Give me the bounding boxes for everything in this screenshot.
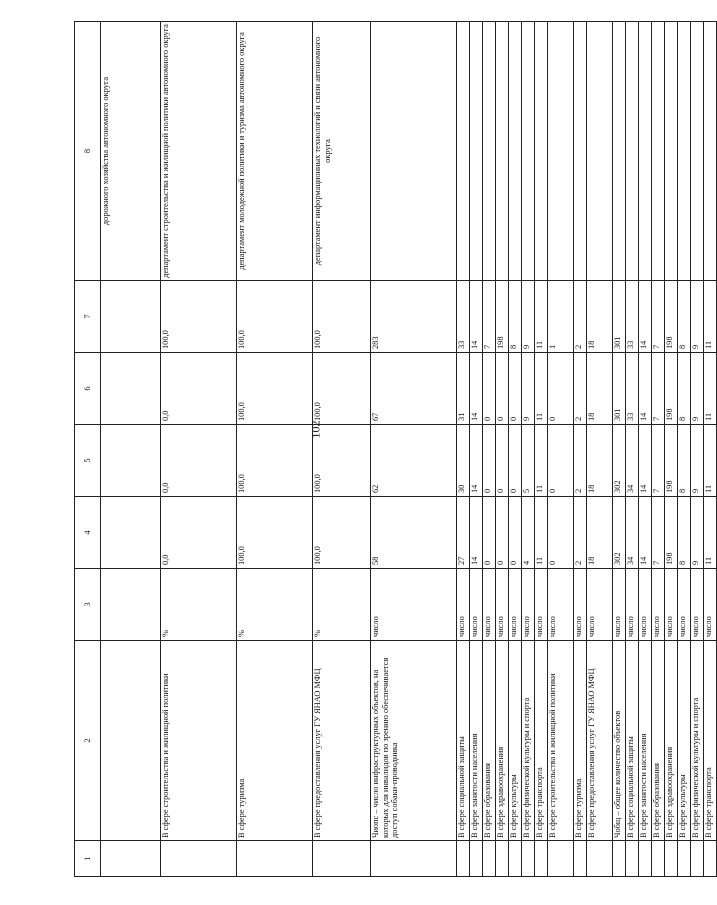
- table-cell-c2: [101, 641, 161, 841]
- table-cell-c8: департамент молодежной политики и туризма автономного округа: [237, 22, 313, 281]
- rotated-table-container: [74, 22, 713, 877]
- header-cell: 6: [75, 353, 101, 425]
- table-row: [652, 22, 665, 877]
- table-row: [613, 22, 626, 877]
- table-cell-c2: В сфере занятости населения: [470, 641, 483, 841]
- table-cell-c6: 9: [691, 353, 704, 425]
- table-cell-c3: число: [678, 569, 691, 641]
- table-cell-c5: 14: [639, 425, 652, 497]
- table-cell-c2: Чиопс – число инфраструктурных объектов, на которых для инвалидов по зрению обеспечивается доступ собаки-проводника: [371, 641, 457, 841]
- table-cell-c4: 0: [483, 497, 496, 569]
- page-number: 102: [308, 420, 323, 439]
- table-row: [161, 22, 237, 877]
- table-body: [75, 22, 717, 877]
- header-cell: 8: [75, 22, 101, 281]
- table-cell-c5: 0: [548, 425, 574, 497]
- table-row: [548, 22, 574, 877]
- table-cell-c6: 18: [587, 353, 613, 425]
- table-cell-c1: [237, 841, 313, 877]
- table-row: [470, 22, 483, 877]
- table-cell-c1: [483, 841, 496, 877]
- table-cell-c6: 11: [704, 353, 717, 425]
- table-cell-c8: департамент информационных технологий и связи автономного округа: [313, 22, 371, 281]
- table-cell-c6: [101, 353, 161, 425]
- table-cell-c6: 67: [371, 353, 457, 425]
- table-cell-c8: [678, 22, 691, 281]
- table-cell-c4: 0,0: [161, 497, 237, 569]
- table-cell-c3: число: [587, 569, 613, 641]
- table-cell-c2: В сфере строительства и жилищной политики: [548, 641, 574, 841]
- table-cell-c4: 0: [548, 497, 574, 569]
- table-row: [587, 22, 613, 877]
- table-cell-c8: [691, 22, 704, 281]
- table-cell-c5: 34: [626, 425, 639, 497]
- table-cell-c5: 7: [652, 425, 665, 497]
- table-cell-c7: 14: [470, 281, 483, 353]
- table-row: [574, 22, 587, 877]
- table-cell-c8: [613, 22, 626, 281]
- table-cell-c1: [535, 841, 548, 877]
- table-cell-c5: [101, 425, 161, 497]
- table-cell-c3: %: [161, 569, 237, 641]
- table-cell-c5: 2: [574, 425, 587, 497]
- table-cell-c2: В сфере туризма: [574, 641, 587, 841]
- table-cell-c1: [457, 841, 470, 877]
- table-cell-c1: [161, 841, 237, 877]
- table-cell-c3: число: [496, 569, 509, 641]
- table-cell-c7: 14: [639, 281, 652, 353]
- table-cell-c8: [371, 22, 457, 281]
- table-cell-c4: 34: [626, 497, 639, 569]
- table-cell-c2: В сфере туризма: [237, 641, 313, 841]
- table-cell-c2: В сфере здравоохранения: [665, 641, 678, 841]
- table-cell-c3: число: [457, 569, 470, 641]
- table-cell-c4: 0: [509, 497, 522, 569]
- table-row: [626, 22, 639, 877]
- table-cell-c5: 11: [535, 425, 548, 497]
- table-cell-c6: 0: [548, 353, 574, 425]
- table-cell-c6: 100,0: [237, 353, 313, 425]
- table-cell-c8: [522, 22, 535, 281]
- table-row: [665, 22, 678, 877]
- table-cell-c8: [639, 22, 652, 281]
- table-cell-c8: [704, 22, 717, 281]
- table-cell-c4: 14: [639, 497, 652, 569]
- table-cell-c1: [470, 841, 483, 877]
- table-cell-c5: 9: [691, 425, 704, 497]
- table-cell-c4: 302: [613, 497, 626, 569]
- table-header-row: [75, 22, 101, 877]
- table-cell-c1: [639, 841, 652, 877]
- table-cell-c3: число: [483, 569, 496, 641]
- table-row: [457, 22, 470, 877]
- table-row: [483, 22, 496, 877]
- table-cell-c5: 62: [371, 425, 457, 497]
- table-cell-c3: число: [613, 569, 626, 641]
- table-cell-c2: В сфере транспорта: [704, 641, 717, 841]
- table-cell-c8: [574, 22, 587, 281]
- table-cell-c7: 100,0: [161, 281, 237, 353]
- table-cell-c4: 100,0: [237, 497, 313, 569]
- table-cell-c7: 7: [652, 281, 665, 353]
- table-cell-c7: 9: [522, 281, 535, 353]
- table-cell-c2: В сфере предоставления услуг ГУ ЯНАО МФЦ: [587, 641, 613, 841]
- header-cell: 7: [75, 281, 101, 353]
- table-cell-c4: 9: [691, 497, 704, 569]
- table-cell-c1: [678, 841, 691, 877]
- table-cell-c3: число: [665, 569, 678, 641]
- table-cell-c6: 14: [639, 353, 652, 425]
- table-cell-c5: 0: [509, 425, 522, 497]
- table-row: [639, 22, 652, 877]
- table-cell-c3: число: [704, 569, 717, 641]
- table-cell-c2: В сфере культуры: [509, 641, 522, 841]
- table-cell-c7: 8: [678, 281, 691, 353]
- table-cell-c8: [626, 22, 639, 281]
- table-cell-c6: 301: [613, 353, 626, 425]
- table-cell-c7: 198: [665, 281, 678, 353]
- table-cell-c1: [371, 841, 457, 877]
- table-cell-c7: 1: [548, 281, 574, 353]
- table-cell-c2: В сфере образования: [483, 641, 496, 841]
- table-cell-c7: 100,0: [237, 281, 313, 353]
- table-row: [535, 22, 548, 877]
- table-cell-c1: [691, 841, 704, 877]
- table-cell-c1: [313, 841, 371, 877]
- header-cell: 5: [75, 425, 101, 497]
- table-cell-c1: [509, 841, 522, 877]
- header-cell: 2: [75, 641, 101, 841]
- table-row: [496, 22, 509, 877]
- table-row: [691, 22, 704, 877]
- table-row: [371, 22, 457, 877]
- table-cell-c7: 33: [626, 281, 639, 353]
- header-cell: 4: [75, 497, 101, 569]
- table-cell-c4: 2: [574, 497, 587, 569]
- table-cell-c6: 0: [496, 353, 509, 425]
- table-row: [678, 22, 691, 877]
- table-cell-c7: 2: [574, 281, 587, 353]
- table-cell-c3: %: [237, 569, 313, 641]
- table-cell-c1: [652, 841, 665, 877]
- table-cell-c7: 301: [613, 281, 626, 353]
- table-cell-c8: [483, 22, 496, 281]
- table-cell-c6: 100,0: [313, 353, 371, 425]
- table-cell-c1: [704, 841, 717, 877]
- table-cell-c8: [587, 22, 613, 281]
- table-row: [509, 22, 522, 877]
- table-cell-c7: 18: [587, 281, 613, 353]
- table-cell-c8: дорожного хозяйства автономного округа: [101, 22, 161, 281]
- table-cell-c7: 33: [457, 281, 470, 353]
- table-cell-c8: [509, 22, 522, 281]
- table-cell-c4: 18: [587, 497, 613, 569]
- table-cell-c8: [665, 22, 678, 281]
- table-cell-c8: [535, 22, 548, 281]
- table-cell-c3: число: [371, 569, 457, 641]
- table-cell-c4: 100,0: [313, 497, 371, 569]
- table-cell-c2: В сфере здравоохранения: [496, 641, 509, 841]
- table-cell-c1: [548, 841, 574, 877]
- table-cell-c2: В сфере социальной защиты: [626, 641, 639, 841]
- table-cell-c1: [574, 841, 587, 877]
- table-cell-c7: 8: [509, 281, 522, 353]
- table-cell-c5: 11: [704, 425, 717, 497]
- table-cell-c5: 8: [678, 425, 691, 497]
- table-cell-c6: 198: [665, 353, 678, 425]
- table-cell-c3: число: [626, 569, 639, 641]
- table-cell-c1: [496, 841, 509, 877]
- table-cell-c3: %: [313, 569, 371, 641]
- table-cell-c2: В сфере транспорта: [535, 641, 548, 841]
- table-cell-c2: В сфере занятости населения: [639, 641, 652, 841]
- table-cell-c3: число: [522, 569, 535, 641]
- table-row: [313, 22, 371, 877]
- table-cell-c6: 0: [509, 353, 522, 425]
- table-cell-c5: 5: [522, 425, 535, 497]
- table-cell-c7: [101, 281, 161, 353]
- table-cell-c1: [587, 841, 613, 877]
- table-cell-c6: 9: [522, 353, 535, 425]
- table-cell-c1: [522, 841, 535, 877]
- table-cell-c2: В сфере образования: [652, 641, 665, 841]
- table-cell-c6: 2: [574, 353, 587, 425]
- table-cell-c6: 11: [535, 353, 548, 425]
- table-cell-c7: 100,0: [313, 281, 371, 353]
- table-row: [522, 22, 535, 877]
- table-cell-c6: 7: [652, 353, 665, 425]
- table-cell-c2: В сфере социальной защиты: [457, 641, 470, 841]
- table-cell-c1: [626, 841, 639, 877]
- table-row: [704, 22, 717, 877]
- table-cell-c3: число: [574, 569, 587, 641]
- table-cell-c5: 0,0: [161, 425, 237, 497]
- table-cell-c4: [101, 497, 161, 569]
- table-cell-c8: [548, 22, 574, 281]
- table-cell-c6: 0,0: [161, 353, 237, 425]
- table-cell-c7: 198: [496, 281, 509, 353]
- table-cell-c7: 11: [704, 281, 717, 353]
- table-cell-c4: 14: [470, 497, 483, 569]
- table-cell-c5: 14: [470, 425, 483, 497]
- table-cell-c1: [665, 841, 678, 877]
- table-cell-c7: 9: [691, 281, 704, 353]
- table-cell-c4: 4: [522, 497, 535, 569]
- header-cell: 1: [75, 841, 101, 877]
- table-cell-c6: 8: [678, 353, 691, 425]
- table-cell-c5: 18: [587, 425, 613, 497]
- table-cell-c3: число: [548, 569, 574, 641]
- table-cell-c8: [457, 22, 470, 281]
- table-cell-c8: [470, 22, 483, 281]
- table-cell-c6: 31: [457, 353, 470, 425]
- table-cell-c4: 11: [704, 497, 717, 569]
- table-cell-c6: 14: [470, 353, 483, 425]
- table-cell-c5: 100,0: [313, 425, 371, 497]
- table-cell-c6: 33: [626, 353, 639, 425]
- table-cell-c4: 0: [496, 497, 509, 569]
- table-cell-c1: [613, 841, 626, 877]
- table-cell-c4: 7: [652, 497, 665, 569]
- table-cell-c2: В сфере строительства и жилищной политики: [161, 641, 237, 841]
- table-cell-c2: В сфере физической культуры и спорта: [691, 641, 704, 841]
- table-cell-c3: число: [509, 569, 522, 641]
- table-cell-c1: [101, 841, 161, 877]
- table-cell-c2: Чобщ – общее количество объектов: [613, 641, 626, 841]
- table-cell-c5: 100,0: [237, 425, 313, 497]
- table-cell-c8: [652, 22, 665, 281]
- table-cell-c7: 283: [371, 281, 457, 353]
- table-cell-c3: [101, 569, 161, 641]
- table-cell-c3: число: [535, 569, 548, 641]
- table-cell-c7: 11: [535, 281, 548, 353]
- table-cell-c7: 7: [483, 281, 496, 353]
- table-row: [237, 22, 313, 877]
- indicator-table: [74, 21, 717, 877]
- table-cell-c5: 30: [457, 425, 470, 497]
- table-cell-c4: 198: [665, 497, 678, 569]
- table-cell-c2: В сфере предоставления услуг ГУ ЯНАО МФЦ: [313, 641, 371, 841]
- table-cell-c4: 11: [535, 497, 548, 569]
- table-cell-c5: 198: [665, 425, 678, 497]
- table-cell-c3: число: [652, 569, 665, 641]
- table-cell-c4: 8: [678, 497, 691, 569]
- table-cell-c2: В сфере физической культуры и спорта: [522, 641, 535, 841]
- table-cell-c4: 58: [371, 497, 457, 569]
- table-cell-c5: 302: [613, 425, 626, 497]
- table-cell-c3: число: [691, 569, 704, 641]
- table-cell-c3: число: [470, 569, 483, 641]
- table-cell-c6: 0: [483, 353, 496, 425]
- table-cell-c5: 0: [496, 425, 509, 497]
- table-cell-c3: число: [639, 569, 652, 641]
- table-cell-c2: В сфере культуры: [678, 641, 691, 841]
- table-cell-c5: 0: [483, 425, 496, 497]
- table-row: [101, 22, 161, 877]
- table-cell-c8: департамент строительства и жилищной политики автономного округа: [161, 22, 237, 281]
- table-cell-c4: 27: [457, 497, 470, 569]
- table-cell-c8: [496, 22, 509, 281]
- header-cell: 3: [75, 569, 101, 641]
